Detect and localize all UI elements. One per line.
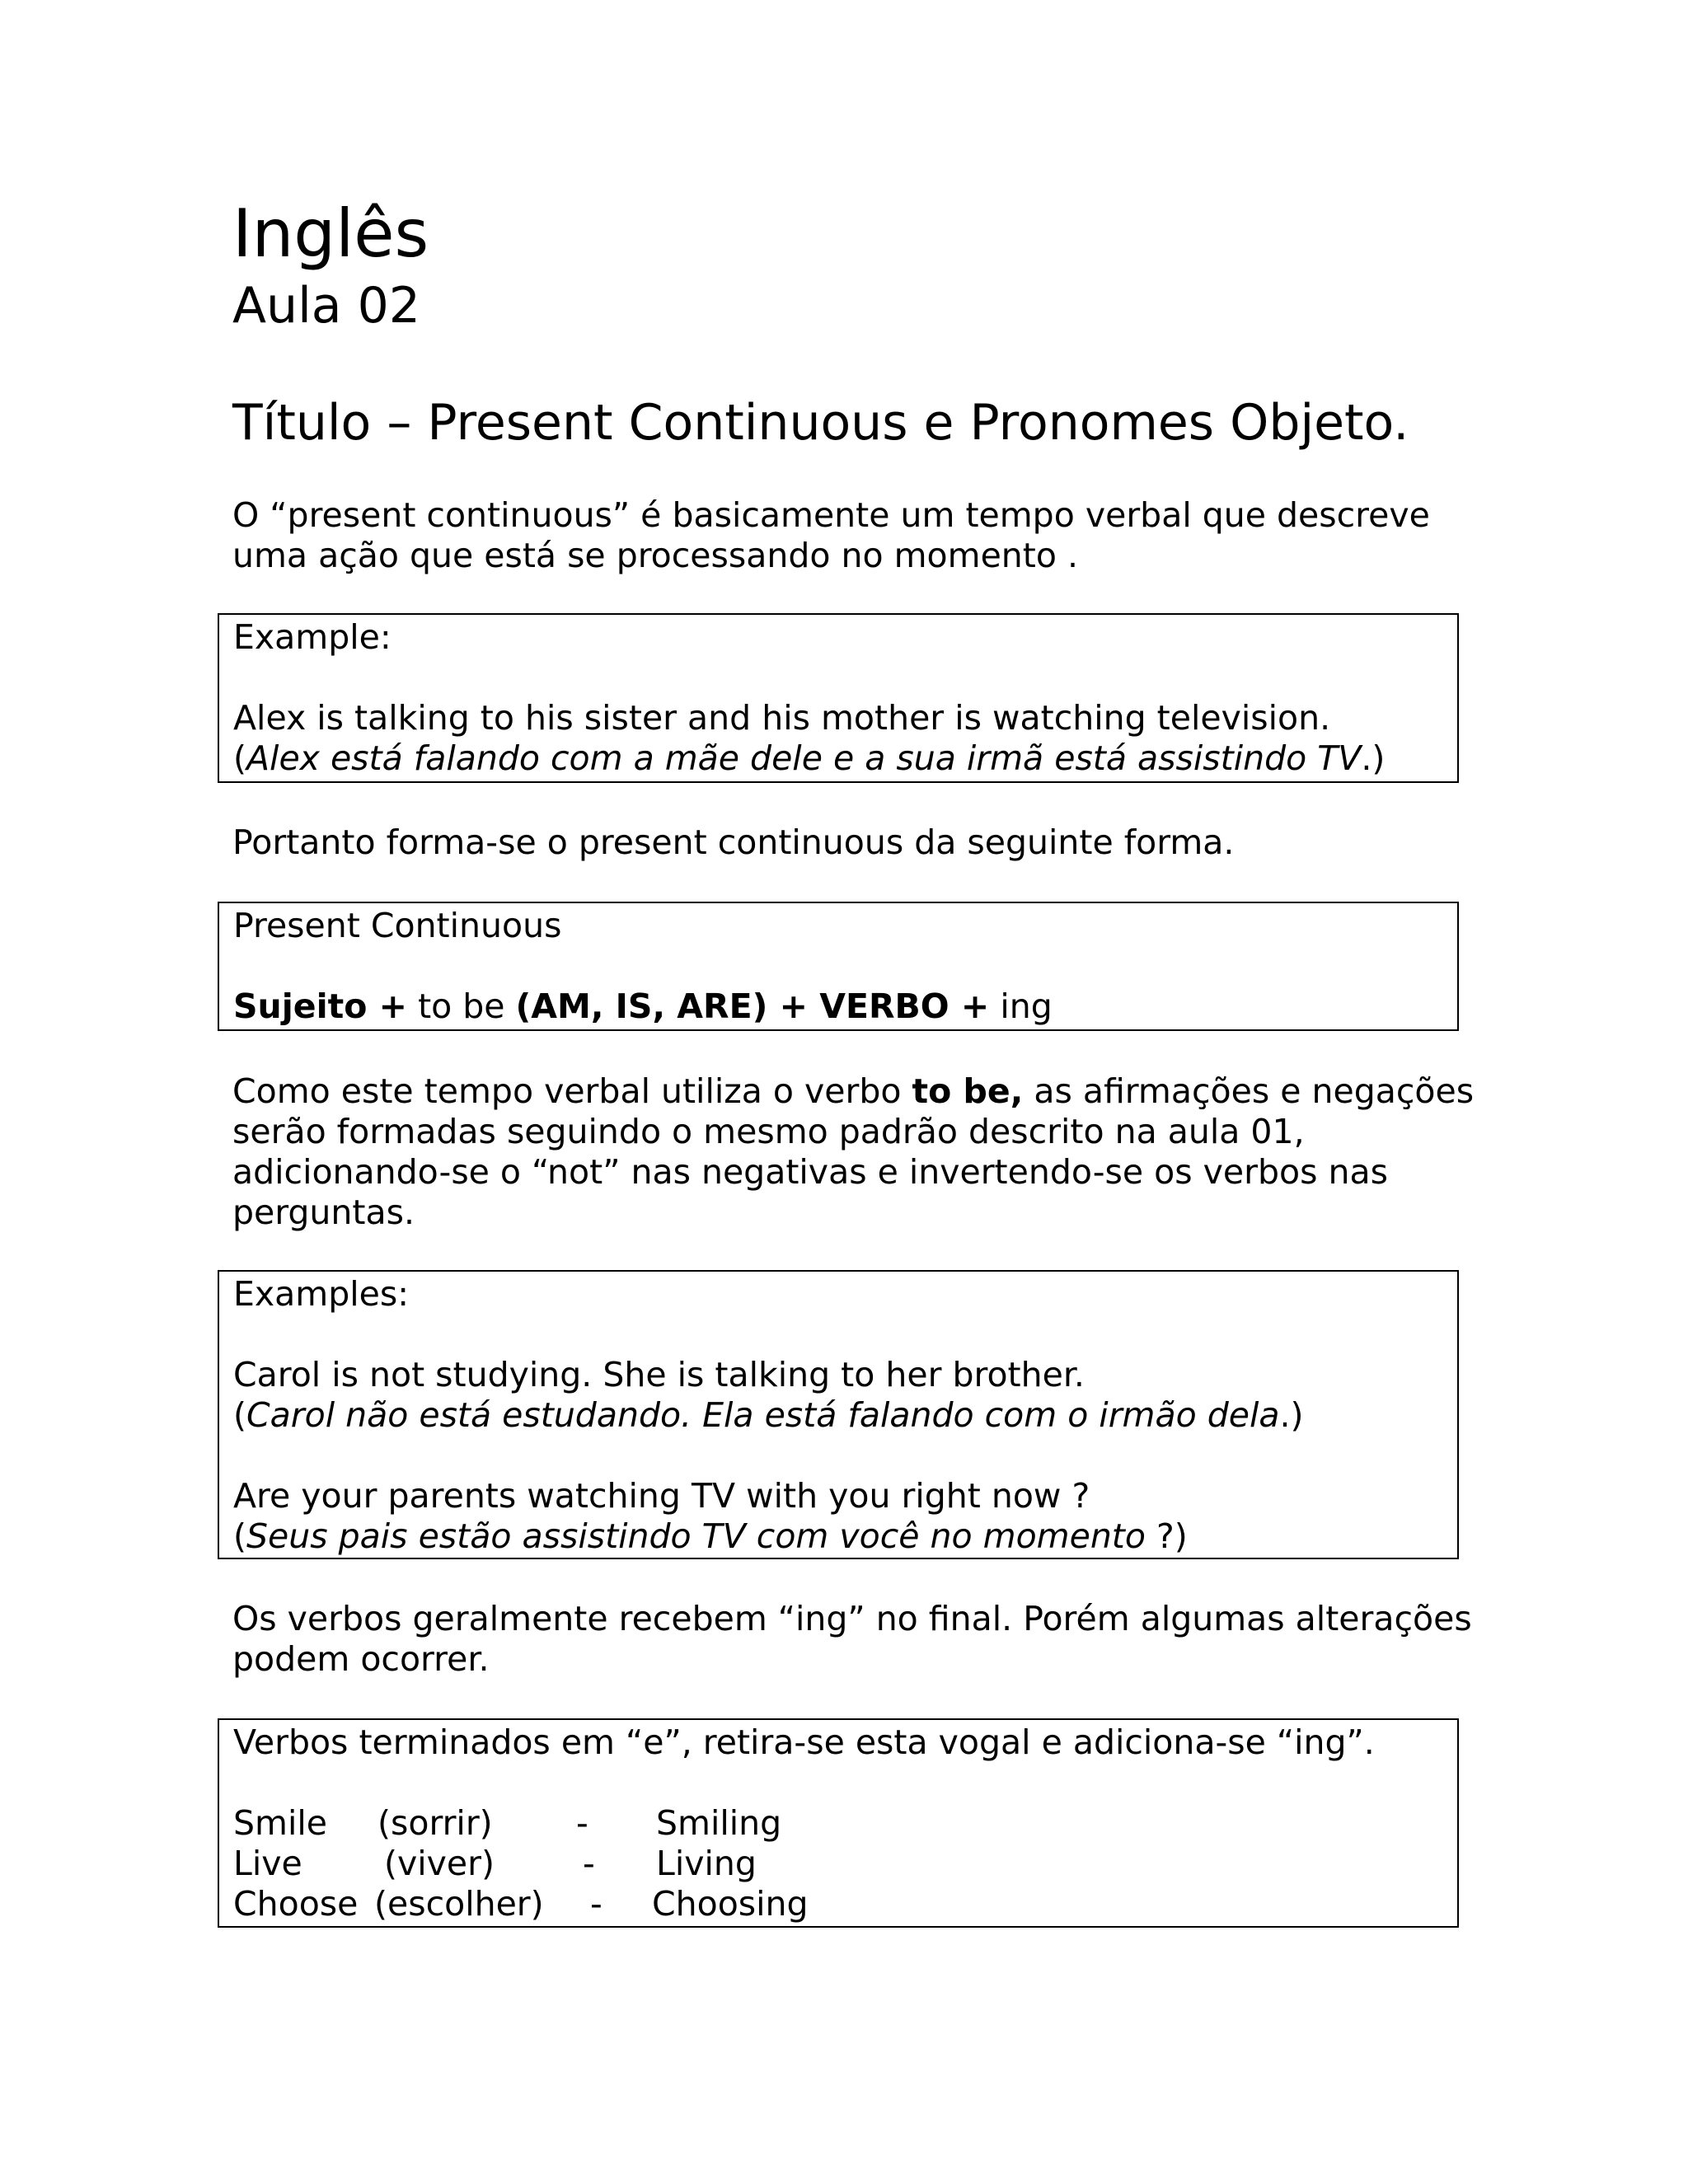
- verb-base: Smile: [233, 1803, 327, 1843]
- formula-text: Sujeito + to be (AM, IS, ARE) + VERBO + ing: [233, 987, 1053, 1026]
- course-title: Inglês: [232, 195, 429, 272]
- verb-translation: (viver): [384, 1844, 495, 1883]
- example-sentence: Carol is not studying. She is talking to her brother.: [233, 1355, 1085, 1394]
- lesson-number: Aula 02: [232, 277, 420, 335]
- ing-note-line: podem ocorrer.: [232, 1639, 490, 1679]
- box-heading: Present Continuous: [233, 906, 562, 945]
- verb-dash: -: [583, 1844, 595, 1883]
- verb-base: Choose: [233, 1884, 359, 1924]
- example-translation: (Carol não está estudando. Ela está falando com o irmão dela.): [233, 1395, 1304, 1435]
- ing-note-paragraph: [232, 1599, 1472, 1680]
- formula-box: [218, 902, 1459, 1031]
- intro-line: uma ação que está se processando no momento .: [232, 536, 1079, 575]
- explanation-line: adicionando-se o “not” nas negativas e invertendo-se os verbos nas: [232, 1152, 1388, 1192]
- intro-paragraph: [232, 495, 1430, 576]
- ing-note-line: Os verbos geralmente recebem “ing” no final. Porém algumas alterações: [232, 1599, 1472, 1638]
- box-heading: Examples:: [233, 1274, 410, 1314]
- explanation-paragraph: [232, 1071, 1474, 1233]
- box-heading: Verbos terminados em “e”, retira-se esta vogal e adiciona-se “ing”.: [233, 1722, 1375, 1762]
- rule-box: [218, 1718, 1459, 1928]
- example-box: [218, 613, 1459, 783]
- example-sentence: Alex is talking to his sister and his mother is watching television.: [233, 698, 1331, 738]
- example-translation: (Seus pais estão assistindo TV com você no momento ?): [233, 1516, 1188, 1556]
- verb-row: [233, 1803, 1457, 1844]
- explanation-line: serão formadas seguindo o mesmo padrão descrito na aula 01,: [232, 1112, 1305, 1151]
- verb-ing: Living: [656, 1844, 757, 1883]
- explanation-line: Como este tempo verbal utiliza o verbo to be, as afirmações e negações: [232, 1071, 1475, 1111]
- verb-dash: -: [576, 1803, 588, 1843]
- verb-ing: Smiling: [656, 1803, 782, 1843]
- verb-translation: (sorrir): [377, 1803, 493, 1843]
- intro-line: O “present continuous” é basicamente um tempo verbal que descreve: [232, 495, 1430, 535]
- verb-ing: Choosing: [652, 1884, 809, 1924]
- verb-translation: (escolher): [374, 1884, 544, 1924]
- transition-paragraph: Portanto forma-se o present continuous da seguinte forma.: [232, 823, 1235, 862]
- example-sentence: Are your parents watching TV with you right now ?: [233, 1476, 1090, 1516]
- examples-box: [218, 1270, 1459, 1559]
- verb-row: [233, 1844, 1457, 1884]
- example-translation: (Alex está falando com a mãe dele e a sua irmã está assistindo TV.): [233, 738, 1386, 778]
- verb-dash: -: [590, 1884, 603, 1924]
- explanation-line: perguntas.: [232, 1193, 415, 1232]
- box-heading: Example:: [233, 617, 392, 657]
- lesson-title: Título – Present Continuous e Pronomes Objeto.: [232, 394, 1409, 452]
- verb-base: Live: [233, 1844, 302, 1883]
- verb-row: [233, 1884, 1457, 1924]
